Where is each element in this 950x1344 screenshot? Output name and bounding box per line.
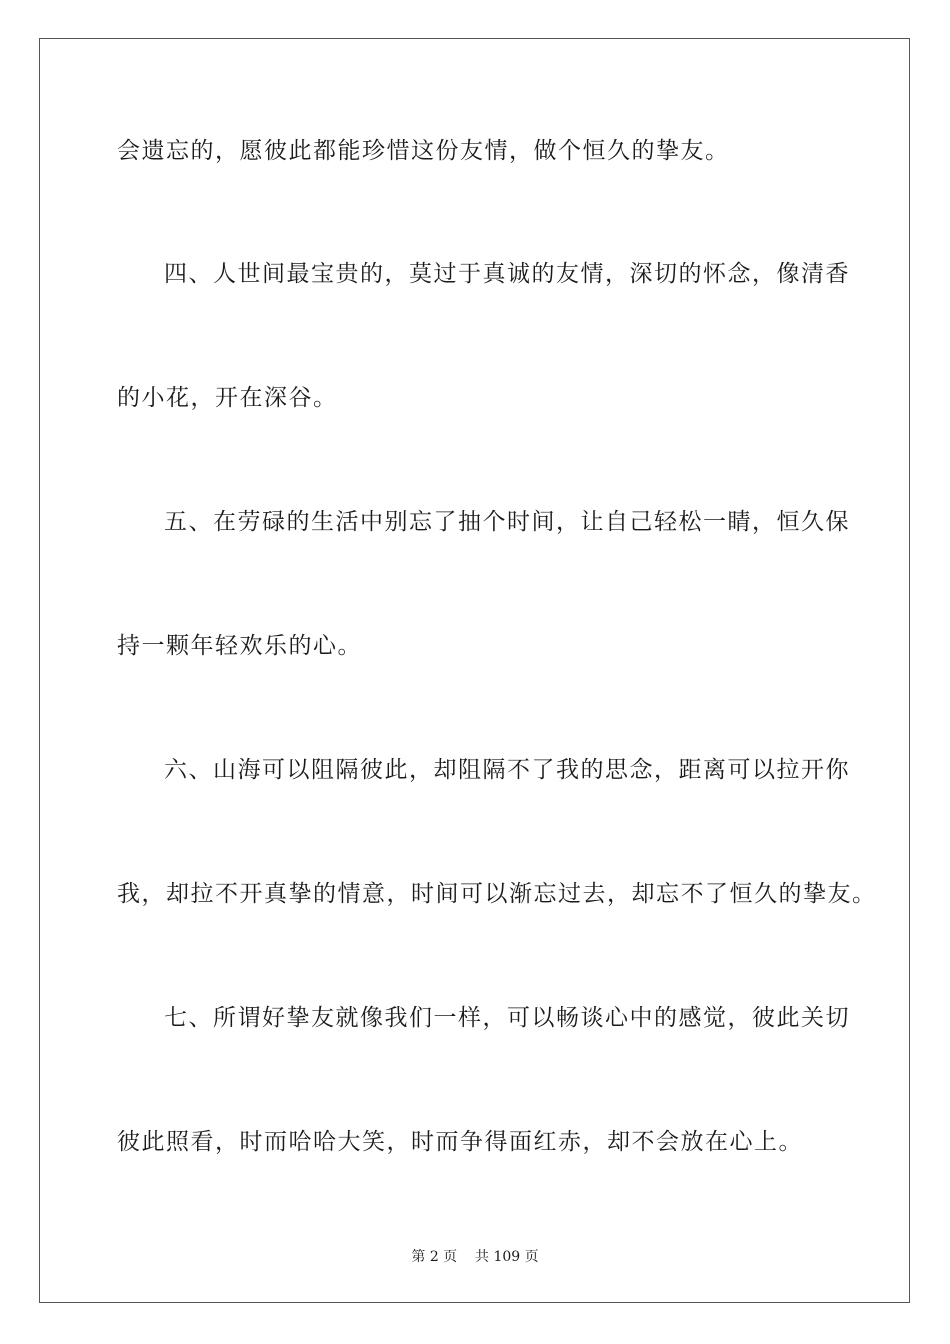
paragraph-line: 四、人世间最宝贵的，莫过于真诚的友情，深切的怀念，像清香 [164, 261, 850, 287]
paragraph-line: 五、在劳碌的生活中别忘了抽个时间，让自己轻松一睛，恒久保 [164, 509, 850, 535]
page-total: 共 109 页 [475, 1249, 539, 1265]
paragraph-line: 会遗忘的，愿彼此都能珍惜这份友情，做个恒久的挚友。 [117, 138, 730, 164]
page-number: 第 2 页 [411, 1249, 458, 1265]
paragraph-line: 持一颗年轻欢乐的心。 [117, 633, 362, 659]
paragraph-line: 我，却拉不开真挚的情意，时间可以渐忘过去，却忘不了恒久的挚友。 [117, 881, 877, 907]
paragraph-line: 彼此照看，时而哈哈大笑，时而争得面红赤，却不会放在心上。 [117, 1129, 803, 1155]
paragraph-line: 六、山海可以阻隔彼此，却阻隔不了我的思念，距离可以拉开你 [164, 757, 850, 783]
paragraph-line: 的小花，开在深谷。 [117, 385, 338, 411]
page-frame [39, 38, 910, 1303]
paragraph-line: 七、所谓好挚友就像我们一样，可以畅谈心中的感觉，彼此关切 [164, 1005, 850, 1031]
page-footer [0, 1247, 950, 1267]
